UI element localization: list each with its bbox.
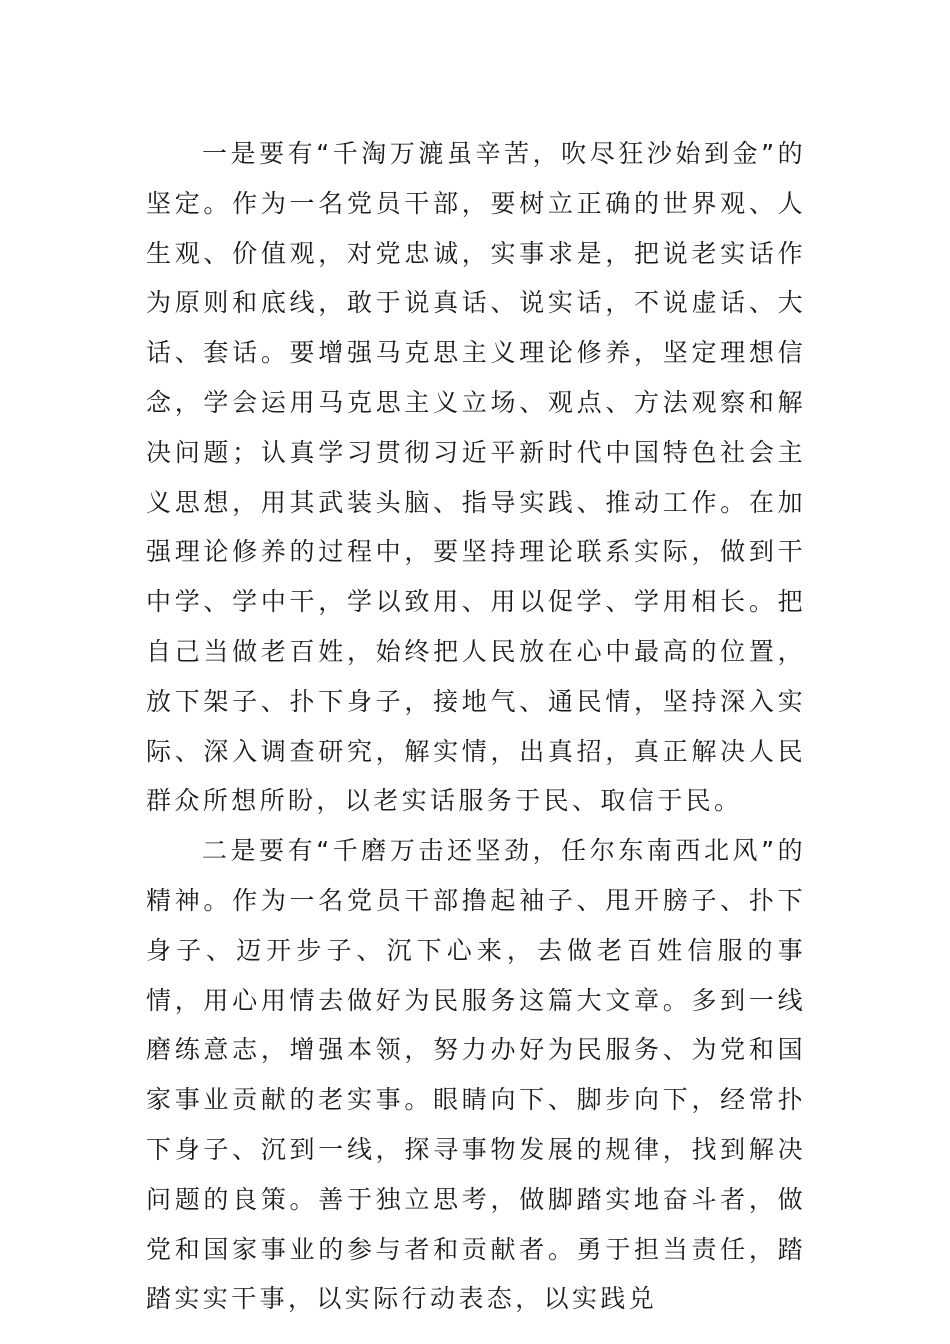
document-body bbox=[146, 129, 806, 1324]
paragraph-1: 一是要有“千淘万漉虽辛苦，吹尽狂沙始到金”的坚定。作为一名党员干部，要树立正确的世界观、人生观、价值观，对党忠诚，实事求是，把说老实话作为原则和底线，敢于说真话、说实话，不说虚话、大话、套话。要增强马克思主义理论修养，坚定理想信念，学会运用马克思主义立场、观点、方法观察和解决问题；认真学习贯彻习近平新时代中国特色社会主义思想，用其武装头脑、指导实践、推动工作。在加强理论修养的过程中，要坚持理论联系实际，做到干中学、学中干，学以致用、用以促学、学用相长。把自己当做老百姓，始终把人民放在心中最高的位置，放下架子、扑下身子，接地气、通民情，坚持深入实际、深入调查研究，解实情，出真招，真正解决人民群众所想所盼，以老实话服务于民、取信于民。 bbox=[146, 139, 806, 816]
paragraph-2: 二是要有“千磨万击还坚劲，任尔东南西北风”的精神。作为一名党员干部撸起袖子、甩开膀子、扑下身子、迈开步子、沉下心来，去做老百姓信服的事情，用心用情去做好为民服务这篇大文章。多到一线磨练意志，增强本领，努力办好为民服务、为党和国家事业贡献的老实事。眼睛向下、脚步向下，经常扑下身子、沉到一线，探寻事物发展的规律，找到解决问题的良策。善于独立思考，做脚踏实地奋斗者，做党和国家事业的参与者和贡献者。勇于担当责任，踏踏实实干事，以实际行动表态，以实践兑 bbox=[146, 836, 806, 1314]
